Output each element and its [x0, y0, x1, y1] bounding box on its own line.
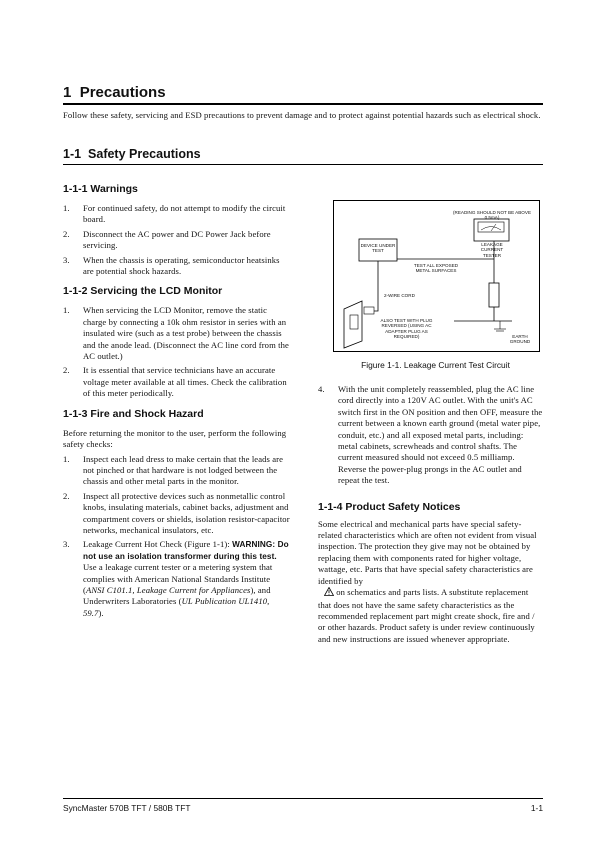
list-item: 3. When the chassis is operating, semiconductor heatsinks are potential shock hazards. — [63, 254, 280, 277]
meter-face — [478, 222, 504, 232]
outlet-socket — [350, 315, 358, 329]
item4-list — [318, 384, 543, 487]
list-item: 4. With the unit completely reassembled, plug the AC line cord directly into a 120V AC outlet. With the unit's AC switch first in the ON position and then OFF, measure the current between a known earth ground (metal water pipe, conduit, etc.) and all exposed metal parts, including: metal cabinets, screwheads and control shafts. The current measured should not exceed 0.5 milliamp. Reverse the power-plug prongs in the AC outlet and repeat the test. — [318, 384, 543, 486]
footer-rule — [63, 798, 543, 799]
meter-arc — [481, 227, 501, 231]
reading-note: (READING SHOULD NOT BE ABOVE 0.5mA) — [452, 210, 532, 221]
chapter-title: 1 Precautions — [63, 84, 166, 101]
list-item: 2. It is essential that service technicians have an accurate voltage meter available at all times. Check the calibration of this meter periodically. — [63, 365, 287, 399]
caution-triangle-icon — [324, 587, 334, 599]
list-item: 2. Disconnect the AC power and DC Power Jack before servicing. — [63, 228, 271, 251]
list-item: 3. Leakage Current Hot Check (Figure 1-1): WARNING: Do not use an isolation transformer during this test. Use a leakage current tester or a metering system that complies with American National Standards Institute (ANSI C101.1, Leakage Current for Appliances), and Underwriters Laboratories (UL Publication UL1410, 59.7). — [63, 539, 289, 618]
list-item: 1. When servicing the LCD Monitor, remove the static charge by connecting a 10k ohm resistor in series with an insulated wire (such as a test probe) between the chassis and the anode lead. (Disconnect the AC line cord from the AC outlet.) — [63, 305, 289, 362]
ansi-reference: ANSI C101.1, Leakage Current for Appliances — [85, 584, 251, 595]
list-item: 1. Inspect each lead dress to make certain that the leads are not pinched or that hardware is not lodged between the chassis and other metal parts in the monitor. — [63, 453, 284, 487]
plug — [364, 307, 374, 314]
page-number: 1-1 — [530, 803, 543, 813]
figure-caption: Figure 1-1. Leakage Current Test Circuit — [361, 360, 510, 370]
probe-handle — [489, 283, 499, 307]
right-column — [318, 384, 543, 645]
footer-model: SyncMaster 570B TFT / 580B TFT — [63, 803, 191, 813]
warnings-list — [63, 203, 291, 277]
intro-paragraph: Follow these safety, servicing and ESD precautions to prevent damage and to protect against potential hazards such as electrical shock. — [63, 110, 541, 120]
fire-heading: 1-1-3 Fire and Shock Hazard — [63, 407, 204, 420]
fire-intro: Before returning the monitor to the user, perform the following safety checks: — [63, 427, 287, 450]
ul-reference: UL Publication UL1410, 59.7 — [83, 596, 270, 618]
chapter-rule — [63, 103, 543, 105]
servicing-heading: 1-1-2 Servicing the LCD Monitor — [63, 285, 223, 298]
left-column — [63, 183, 291, 622]
product-paragraph: Some electrical and mechanical parts have special safety-related characteristics which are often not evident from visual inspection. The protection they give may not be obtained by replacing them with components rated for higher voltage, wattage, etc. Parts that have special safety characteristics are identified by on schematics and parts lists. A substitute replacement that does not have the same safety characteristics as the recommended replacement part might create shock, fire and / or other hazards. Product safety is under review continuously and new instructions are issued whenever appropriate. — [318, 518, 537, 644]
fire-list-item3 — [63, 539, 291, 619]
fire-list — [63, 454, 291, 537]
also-test-label: ALSO TEST WITH PLUG REVERSED (USING AC ADAPTER PLUG AS REQUIRED) — [380, 318, 433, 340]
tester-label: LEAKAGE CURRENT TESTER — [480, 242, 504, 258]
cord-label: 2-WIRE CORD — [384, 293, 415, 298]
list-item: 1. For continued safety, do not attempt to modify the circuit board. — [63, 203, 286, 225]
test-all-label: TEST ALL EXPOSED METAL SURFACES — [413, 263, 459, 274]
section-rule — [63, 164, 543, 165]
section-title: 1-1 Safety Precautions — [63, 147, 201, 161]
warning-text: WARNING: Do not use an isolation transformer during this test. — [83, 540, 289, 561]
two-wire-cord — [374, 261, 378, 311]
wall-outlet — [344, 301, 362, 348]
warnings-heading: 1-1-1 Warnings — [63, 183, 138, 195]
leakage-test-figure — [333, 200, 540, 352]
servicing-list — [63, 305, 291, 399]
earth-ground-label: EARTH GROUND — [509, 334, 531, 345]
list-item: 2. Inspect all protective devices such as nonmetallic control knobs, insulating materials, cabinet backs, adjustment and compartment covers or shields, isolation resistor-capacitor networks, mechanical insulators, etc. — [63, 490, 290, 535]
product-heading: 1-1-4 Product Safety Notices — [318, 500, 461, 513]
meter-needle — [491, 224, 496, 231]
device-label: DEVICE UNDER TEST — [360, 243, 396, 254]
